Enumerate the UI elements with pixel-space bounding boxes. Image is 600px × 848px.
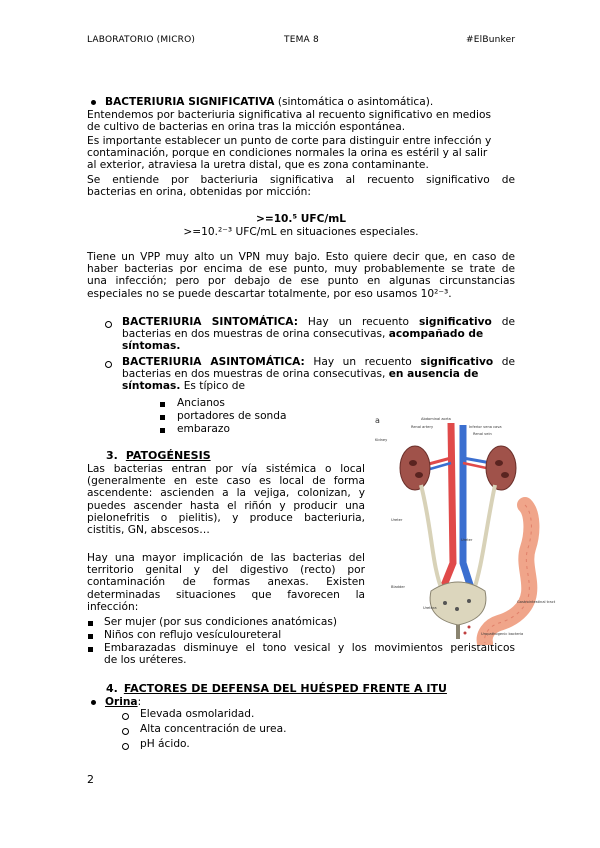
svg-text:Gastrointestinal tract: Gastrointestinal tract [517, 600, 556, 604]
header-right: #ElBunker [466, 35, 516, 45]
paragraph: Hay una mayor implicación de las bacterias del territorio genital y del digestivo (recto) por contaminación de formas anexas. Existen determinadas situaciones que favorecen la infección: [87, 552, 365, 613]
square-bullet-icon [88, 634, 93, 639]
paragraph: Se entiende por bacteriuria significativa al recuento significativo de bacterias en orina, obtenidas por micción: [87, 174, 515, 199]
kidney-left-icon [400, 446, 430, 490]
svg-text:Renal artery: Renal artery [411, 425, 434, 429]
svg-text:Ureter: Ureter [391, 518, 403, 522]
list-item: Elevada osmolaridad. [140, 708, 255, 720]
kidney-right-icon [486, 446, 516, 490]
circle-bullet-icon [122, 728, 129, 735]
circle-bullet-icon [122, 743, 129, 750]
list-item: Alta concentración de urea. [140, 723, 287, 735]
list-item: portadores de sonda [177, 410, 287, 422]
list-item: Ser mujer (por sus condiciones anatómicas) [104, 616, 337, 628]
header-center: TEMA 8 [284, 35, 319, 45]
list-item: embarazo [177, 423, 230, 435]
vena-cava-icon [463, 425, 471, 588]
svg-text:Uropathogenic bacteria: Uropathogenic bacteria [481, 632, 524, 636]
paragraph: Es importante establecer un punto de corte para distinguir entre infección y contaminación, porque en condiciones normales la orina es estéril y al salir al exterior, atraviesa la uretra distal, que es zona contaminante. [87, 135, 492, 172]
list-item: Ancianos [177, 397, 225, 409]
square-bullet-icon [160, 415, 165, 420]
threshold-special: >=10.²⁻³ UFC/mL en situaciones especiales. [183, 226, 419, 238]
section-heading-defensa: 4. FACTORES DE DEFENSA DEL HUÉSPED FRENTE A ITU [106, 682, 447, 695]
svg-text:Inferior vena cava: Inferior vena cava [469, 425, 502, 429]
bacteriuria-heading: BACTERIURIA SIGNIFICATIVA (sintomática o asintomática). [105, 96, 434, 108]
circle-bullet-icon [122, 713, 129, 720]
ureter-left-icon [421, 485, 443, 593]
paragraph: Tiene un VPP muy alto un VPN muy bajo. Esto quiere decir que, en caso de haber bacterias por encima de ese punto, muy probablemente se trate de una infección; pero por debajo de ese punto en algunas circunstancias especiales no se puede descartar totalmente, por eso usamos 10²⁻³. [87, 251, 515, 300]
svg-text:Abdominal aorta: Abdominal aorta [421, 417, 451, 421]
bullet-icon [91, 100, 96, 105]
urinary-tract-figure [373, 413, 571, 645]
svg-text:Kidney: Kidney [375, 438, 388, 442]
list-item: Embarazadas disminuye el tono vesical y los movimientos peristálticos de los uréteres. [104, 642, 515, 667]
bacteriuria-sintomatica: BACTERIURIA SINTOMÁTICA: Hay un recuento significativo de bacterias en dos muestras de orina consecutivas, acompañado de síntomas. [122, 316, 515, 353]
square-bullet-icon [160, 428, 165, 433]
aorta-icon [443, 423, 453, 588]
section-heading-patogenesis: 3. PATOGÉNESIS [106, 449, 211, 462]
circle-bullet-icon [105, 321, 112, 328]
bullet-icon [91, 700, 96, 705]
square-bullet-icon [160, 402, 165, 407]
page-number: 2 [87, 773, 94, 786]
svg-text:Ureter: Ureter [461, 538, 473, 542]
figure-letter: a [375, 416, 380, 425]
svg-text:Renal vein: Renal vein [473, 432, 492, 436]
orina-heading: Orina: [105, 696, 142, 708]
list-item: pH ácido. [140, 738, 190, 750]
paragraph: Las bacterias entran por vía sistémica o local (generalmente en este caso es local de forma ascendente: ascienden a la vejiga, colonizan, y puedes ascender hasta el riñón y producir una pielonefritis o pielitis), y produce bacteriuria, cistitis, GN, abscesos… [87, 463, 365, 537]
header-left: LABORATORIO (MICRO) [87, 35, 196, 45]
square-bullet-icon [88, 647, 93, 652]
square-bullet-icon [88, 621, 93, 626]
svg-text:Urethra: Urethra [423, 606, 437, 610]
circle-bullet-icon [105, 361, 112, 368]
bacteriuria-asintomatica: BACTERIURIA ASINTOMÁTICA: Hay un recuento significativo de bacterias en dos muestras de orina consecutivas, en ausencia de síntomas. Es típico de [122, 356, 515, 393]
svg-text:Bladder: Bladder [391, 585, 405, 589]
threshold-main: >=10.⁵ UFC/mL [255, 213, 347, 225]
ureter-right-icon [473, 485, 495, 593]
bladder-icon [430, 582, 486, 625]
list-item: Niños con reflujo vesículoureteral [104, 629, 282, 641]
intestine-icon [485, 505, 532, 643]
paragraph: Entendemos por bacteriuria significativa al recuento significativo en medios de cultivo de bacterias en orina tras la micción espontánea. [87, 109, 491, 134]
